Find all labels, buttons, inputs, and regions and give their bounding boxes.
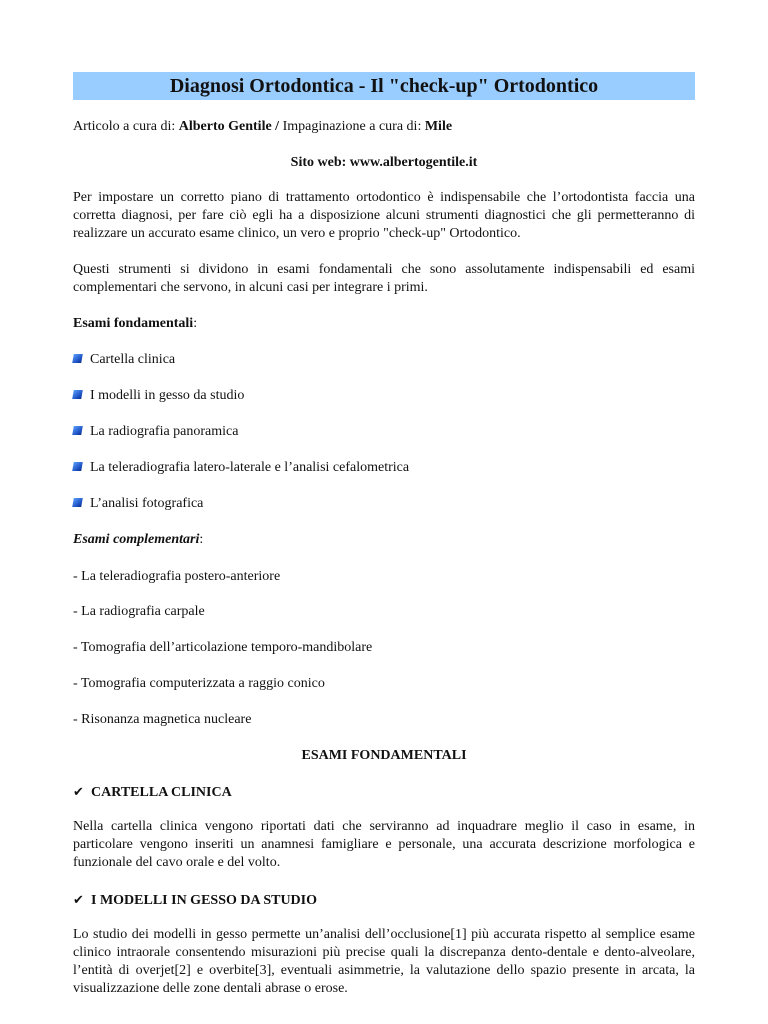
section-heading-text: I MODELLI IN GESSO DA STUDIO [91, 893, 318, 908]
layout-author: Mile [424, 119, 453, 134]
list-item [73, 387, 695, 405]
blue-bullet-icon [72, 426, 83, 435]
section-title: ESAMI FONDAMENTALI [301, 748, 467, 763]
complementari-heading-text: Esami complementari [73, 532, 200, 547]
fondamentali-heading [73, 315, 695, 333]
list-item [73, 459, 695, 477]
blue-bullet-icon [72, 498, 83, 507]
complementari-heading [73, 531, 695, 549]
blue-bullet-icon [72, 354, 83, 363]
checkmark-icon: ✔ [73, 784, 84, 799]
list-item [73, 351, 695, 369]
blue-bullet-icon [72, 390, 83, 399]
list-item-text: L’analisi fotografica [90, 496, 204, 511]
section-paragraph: Nella cartella clinica vengono riportati dati che serviranno ad inquadrare meglio il caso in esame, in particolare vengono inseriti un anamnesi famigliare e personale, una accurata descrizione morfologica e funzionale del cavo orale e del volto. [73, 819, 695, 870]
blue-bullet-icon [72, 462, 83, 471]
layout-prefix: Impaginazione a cura di: [282, 119, 422, 134]
author-prefix: Articolo a cura di: [73, 119, 176, 134]
document-title: Diagnosi Ortodontica - Il "check-up" Ortodontico [73, 72, 695, 100]
section-heading [73, 783, 695, 802]
list-item: - La teleradiografia postero-anteriore [73, 569, 281, 584]
complementari-heading-colon: : [199, 532, 204, 547]
list-item-text: La radiografia panoramica [90, 424, 239, 439]
fondamentali-heading-text: Esami fondamentali [73, 316, 194, 331]
list-item: - La radiografia carpale [73, 604, 205, 619]
byline [73, 118, 695, 136]
byline-separator: / [275, 119, 280, 134]
list-item [73, 423, 695, 441]
list-item-text: I modelli in gesso da studio [90, 388, 245, 403]
section-heading-text: CARTELLA CLINICA [91, 785, 232, 800]
checkmark-icon: ✔ [73, 892, 84, 907]
list-item: - Risonanza magnetica nucleare [73, 712, 252, 727]
author-name: Alberto Gentile [178, 119, 272, 134]
section-paragraph: Lo studio dei modelli in gesso permette un’analisi dell’occlusione[1] più accurata rispetto al semplice esame clinico intraorale consentendo misurazioni più precise quali la discrepanza dento-dentale e dento-alveolare, l’entità di overjet[2] e overbite[3], eventuali asimmetrie, la valutazione dello spazio presente in arcata, la visualizzazione delle zone dentali abrase o erose. [73, 927, 695, 996]
list-item-text: Cartella clinica [90, 352, 176, 367]
list-item: - Tomografia dell’articolazione temporo-mandibolare [73, 640, 373, 655]
website-line: Sito web: www.albertogentile.it [290, 155, 478, 170]
intro-paragraph-1: Per impostare un corretto piano di trattamento ortodontico è indispensabile che l’ortodontista faccia una corretta diagnosi, per fare ciò egli ha a disposizione alcuni strumenti diagnostici che gli permetteranno di realizzare un accurato esame clinico, un vero e proprio "check-up" Ortodontico. [73, 190, 695, 241]
list-item [73, 495, 695, 513]
section-heading [73, 891, 695, 910]
fondamentali-heading-colon: : [193, 316, 198, 331]
intro-paragraph-2: Questi strumenti si dividono in esami fondamentali che sono assolutamente indispensabili ed esami complementari che servono, in alcuni casi per integrare i primi. [73, 262, 695, 295]
list-item-text: La teleradiografia latero-laterale e l’analisi cefalometrica [90, 460, 410, 475]
list-item: - Tomografia computerizzata a raggio conico [73, 676, 325, 691]
